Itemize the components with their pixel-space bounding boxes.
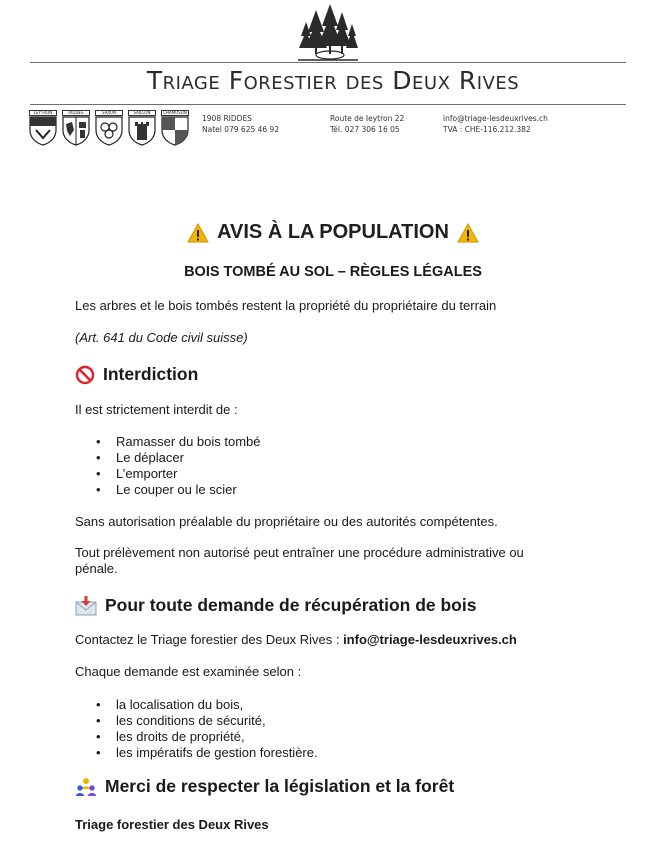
contact-line: TVA : CHE-116.212.382: [443, 125, 531, 134]
prohibition-heading: [75, 364, 198, 385]
crest-chamoson: [160, 110, 190, 148]
shield-icon: [28, 116, 58, 146]
notice-subtitle: BOIS TOMBÉ AU SOL – RÈGLES LÉGALES: [184, 264, 482, 280]
municipality-crests: [28, 110, 190, 148]
list-item: • Le déplacer: [96, 450, 261, 466]
penalty-line: pénale.: [75, 561, 118, 576]
contact-street: [330, 113, 404, 135]
contact-line: 1908 RIDDES: [202, 114, 252, 123]
crest-label: RIDDES: [62, 110, 90, 116]
prohibition-heading-text: Interdiction: [103, 364, 199, 384]
header-rule-top: [30, 62, 626, 63]
no-entry-icon: [75, 365, 95, 385]
crest-label: SAXON: [95, 110, 123, 116]
warning-icon: [187, 223, 209, 243]
notice-title: [0, 221, 666, 244]
list-item: • les conditions de sécurité,: [96, 713, 318, 729]
contact-address: [202, 113, 279, 135]
request-heading: [75, 595, 476, 616]
shield-icon: [61, 116, 91, 146]
shield-icon: [94, 116, 124, 146]
forest-trees-icon: [296, 4, 360, 62]
contact-line: Route de Ieytron 22: [330, 114, 405, 123]
contact-line: info@triage-lesdeuxrives.ch: [443, 114, 548, 123]
contact-email-vat: [443, 113, 548, 135]
list-item: • Le couper ou le scier: [96, 482, 261, 498]
list-item: • Ramasser du bois tombé: [96, 434, 261, 450]
legal-reference: (Art. 641 du Code civil suisse): [75, 330, 248, 345]
crest-label: CHAMOSON: [161, 110, 189, 116]
prohibition-list: [96, 434, 261, 498]
penalty-warning: [75, 545, 524, 577]
request-contact-text: Contactez le Triage forestier des Deux Rives :: [75, 632, 344, 647]
request-heading-text: Pour toute demande de récupération de bois: [105, 595, 477, 615]
penalty-line: Tout prélèvement non autorisé peut entraîner une procédure administrative ou: [75, 545, 524, 560]
warning-icon: [457, 223, 479, 243]
closing-heading: [75, 776, 454, 797]
authorization-condition: Sans autorisation préalable du propriétaire ou des autorités compétentes.: [75, 514, 498, 529]
crest-leytron: [28, 110, 58, 148]
signature: Triage forestier des Deux Rives: [75, 817, 269, 832]
envelope-icon: [75, 596, 97, 616]
request-contact-line: [75, 632, 517, 648]
contact-email-link[interactable]: info@triage-lesdeuxrives.ch: [343, 632, 517, 647]
list-item: • les impératifs de gestion forestière.: [96, 745, 318, 761]
shield-icon: [127, 116, 157, 146]
people-icon: [75, 777, 97, 797]
list-item: • les droits de propriété,: [96, 729, 318, 745]
crest-label: LEYTRON: [29, 110, 57, 116]
header-rule-bottom: [30, 104, 626, 105]
list-item: • L’emporter: [96, 466, 261, 482]
closing-heading-text: Merci de respecter la législation et la forêt: [105, 776, 455, 796]
request-criteria-list: [96, 697, 318, 761]
crest-saillon: [127, 110, 157, 148]
request-lead: Chaque demande est examinée selon :: [75, 664, 302, 679]
notice-title-text: AVIS À LA POPULATION: [217, 221, 449, 243]
prohibition-lead: Il est strictement interdit de :: [75, 402, 238, 417]
list-item: • la localisation du bois,: [96, 697, 318, 713]
crest-label: SAILLON: [128, 110, 156, 116]
crest-saxon: [94, 110, 124, 148]
shield-icon: [160, 116, 190, 146]
organization-name: Triage Forestier des Deux Rives: [146, 66, 520, 95]
crest-riddes: [61, 110, 91, 148]
intro-text: Les arbres et le bois tombés restent la propriété du propriétaire du terrain: [75, 298, 497, 313]
contact-line: Natel 079 625 46 92: [202, 125, 280, 134]
contact-line: Tél. 027 306 16 05: [330, 125, 400, 134]
